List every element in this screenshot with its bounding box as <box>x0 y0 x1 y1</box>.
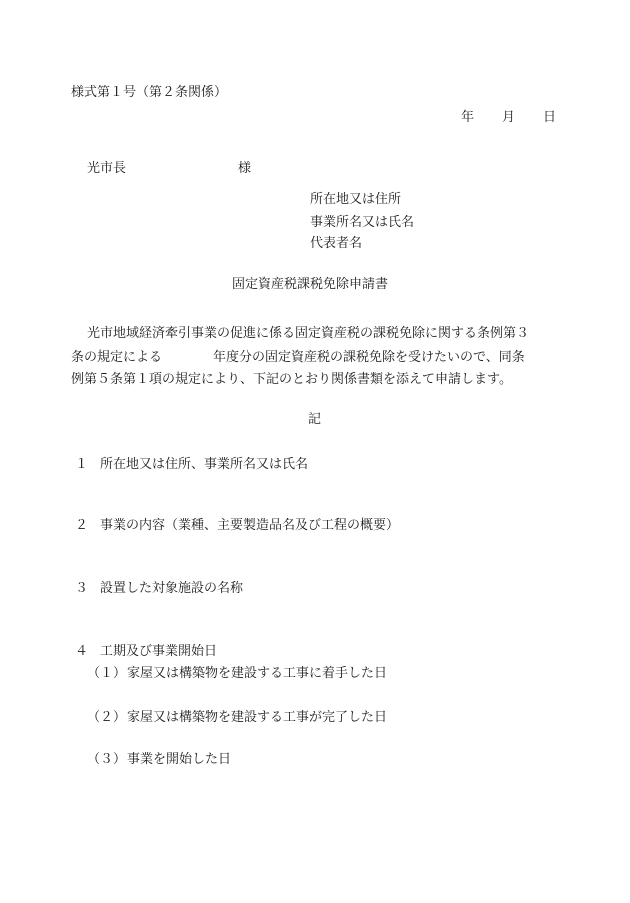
subitem-number: （２） <box>87 710 127 725</box>
subitem-number: （１） <box>87 666 127 681</box>
body-line-2-suffix: 年度分の固定資産税の課税免除を受けたいので、同条 <box>213 350 525 365</box>
applicant-name-label: 事業所名又は氏名 <box>310 215 415 230</box>
item-number: ３ <box>75 581 89 596</box>
subitem-number: （３） <box>87 752 127 767</box>
ki-heading: 記 <box>308 412 322 427</box>
date-month-label: 月 <box>502 110 516 125</box>
body-paragraph-line-1: 光市地域経済牽引事業の促進に係る固定資産税の課税免除に関する条例第３ <box>87 326 530 341</box>
body-paragraph-line-3: 例第５条第１項の規定により、下記のとおり関係書類を添えて申請します。 <box>71 372 512 387</box>
applicant-representative-label: 代表者名 <box>310 236 363 251</box>
body-line-2-prefix: 条の規定による <box>71 350 163 365</box>
addressee-honorific: 様 <box>238 161 252 176</box>
item-text: 所在地又は住所、事業所名又は氏名 <box>100 457 309 472</box>
subitem-text: 家屋又は構築物を建設する工事が完了した日 <box>127 710 388 725</box>
item-number: ２ <box>75 518 89 533</box>
item-text: 設置した対象施設の名称 <box>100 581 244 596</box>
date-line <box>461 109 556 126</box>
date-day-label: 日 <box>543 110 557 125</box>
date-year-label: 年 <box>461 110 475 125</box>
addressee-name: 光市長 <box>87 161 127 176</box>
subitem-text: 家屋又は構築物を建設する工事に着手した日 <box>127 666 388 681</box>
applicant-address-label: 所在地又は住所 <box>310 192 402 207</box>
form-number: 様式第１号（第２条関係） <box>71 85 228 100</box>
subitem-text: 事業を開始した日 <box>127 752 232 767</box>
item-text: 事業の内容（業種、主要製造品名及び工程の概要） <box>100 518 400 533</box>
item-text: 工期及び事業開始日 <box>100 644 218 659</box>
item-number: ４ <box>75 644 89 659</box>
body-paragraph-line-2 <box>71 349 525 366</box>
document-title: 固定資産税課税免除申請書 <box>232 277 389 292</box>
item-number: １ <box>75 457 89 472</box>
